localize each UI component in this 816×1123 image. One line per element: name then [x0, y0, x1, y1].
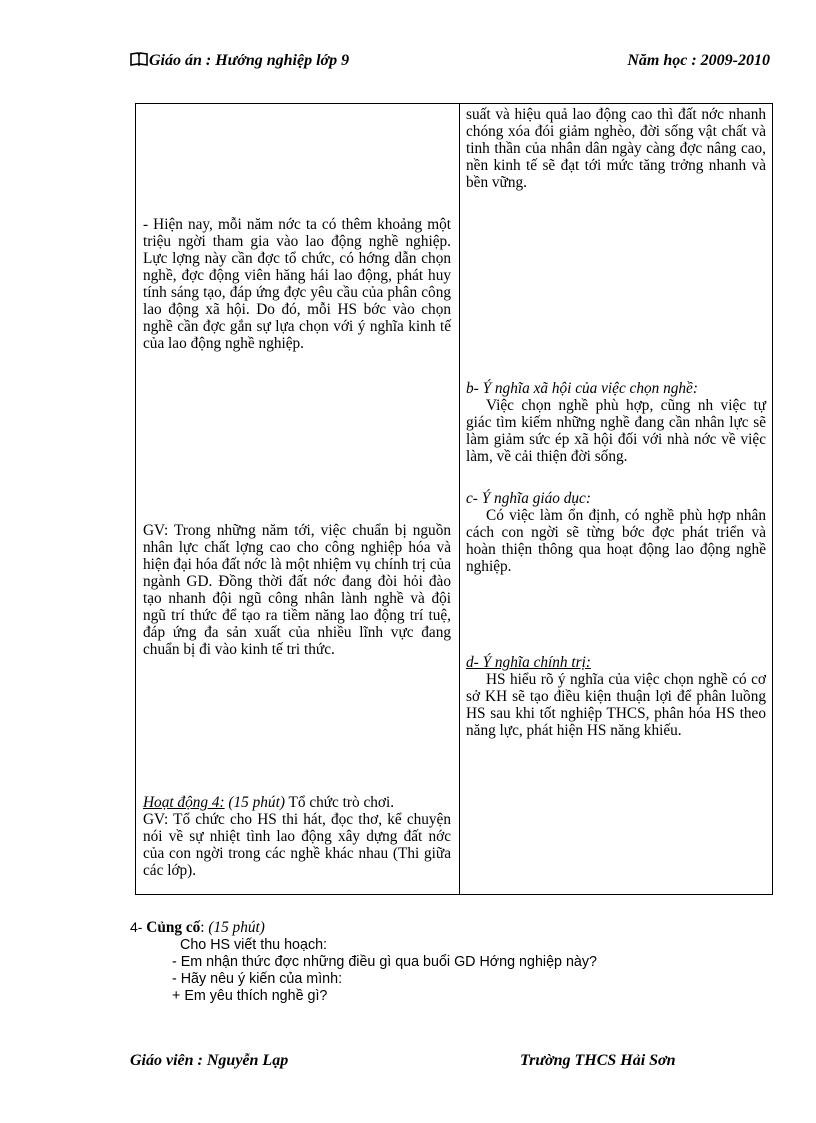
paragraph-b: Việc chọn nghề phù hợp, cũng nh việc tự giác tìm kiếm những nghề đang cần nhân lực sẽ làm giảm sức ép xã hội đối với nhà nớc về việc làm, về cải thiện đời sống. — [466, 397, 766, 465]
cungco-item: - Hãy nêu ý kiến của mình: — [172, 971, 343, 987]
cungco-intro: Cho HS viết thu hoạch: — [180, 937, 328, 953]
right-section-d — [466, 654, 766, 739]
activity-name: Tổ chức trò chơi. — [288, 794, 395, 811]
heading-d: d- Ý nghĩa chính trị: — [466, 654, 591, 671]
left-paragraph-2: GV: Trong những năm tới, việc chuẩn bị nguồn nhân lực chất lợng cao cho công nghiệp hóa và hiện đại hóa đất nớc là một nhiệm vụ chính trị của ngành GD. Đồng thời đất nớc đang đòi hỏi đào tạo nhanh đội ngũ công nhân lành nghề và đội ngũ trí thức để tạo ra tiềm năng lao động trí tuệ, đáp ứng đa sản xuất của nhiều lĩnh vực đang chuẩn bị đi vào kinh tế tri thức. — [143, 522, 451, 658]
header-school-year: Năm học : 2009-2010 — [627, 52, 770, 69]
right-section-b — [466, 380, 766, 465]
heading-b: b- Ý nghĩa xã hội của việc chọn nghề: — [466, 380, 698, 397]
paragraph-d: HS hiểu rõ ý nghĩa của việc chọn nghề có cơ sở KH sẽ tạo điều kiện thuận lợi để phân luồng HS sau khi tốt nghiệp THCS, phân hóa HS theo năng lực, phát hiện HS năng khiếu. — [466, 671, 766, 739]
cungco-heading: 4- Củng cố: (15 phút) — [130, 919, 265, 936]
page-header — [130, 52, 770, 78]
footer-teacher: Giáo viên : Nguyễn Lạp — [130, 1052, 289, 1069]
header-left — [130, 52, 349, 70]
header-title: Giáo án : Hướng nghiệp lớp 9 — [149, 52, 350, 69]
heading-c: c- Ý nghĩa giáo dục: — [466, 490, 591, 507]
cungco-time: (15 phút) — [208, 919, 265, 936]
activity-time: (15 phút) — [228, 794, 285, 811]
cungco-list — [172, 937, 597, 1005]
left-paragraph-1: - Hiện nay, mỗi năm nớc ta có thêm khoảng một triệu ngời tham gia vào lao động nghề nghiệp. Lực lợng này cần đợc tổ chức, có hớng dẫn chọn nghề, đợc động viên hăng hái lao động, phát huy tính sáng tạo, đáp ứng đợc yêu cầu của phân công lao động xã hội. Do đó, mỗi HS bớc vào chọn nghề cần đợc gắn sự lựa chọn với ý nghĩa kinh tế của lao động nghề nghiệp. — [143, 216, 451, 352]
left-paragraph-3: GV: Tổ chức cho HS thi hát, đọc thơ, kể chuyện nói về sự nhiệt tình lao động xây dựng đất nớc của con ngời trong các nghề khác nhau (Thi giữa các lớp). — [143, 811, 451, 879]
book-icon — [130, 52, 148, 66]
lesson-table — [135, 103, 773, 895]
activity-title: Hoạt động 4: — [143, 794, 225, 811]
cungco-title: Củng cố — [146, 919, 201, 936]
column-divider — [459, 104, 460, 894]
cungco-number: 4- — [130, 919, 143, 935]
paragraph-c: Có việc làm ổn định, có nghề phù hợp nhân cách con ngời sẽ từng bớc đợc phát triển và hoàn thiện thông qua hoạt động lao động nghề nghiệp. — [466, 507, 766, 575]
cungco-item: + Em yêu thích nghề gì? — [172, 988, 328, 1004]
right-section-c — [466, 490, 766, 575]
cungco-item: - Em nhận thức đợc những điều gì qua buổi GD Hớng nghiệp này? — [172, 954, 597, 970]
footer-school: Trường THCS Hải Sơn — [520, 1052, 676, 1069]
right-paragraph-1: suất và hiệu quả lao động cao thì đất nớc nhanh chóng xóa đói giảm nghèo, đời sống vật chất và tinh thần của nhân dân ngày càng đợc nâng cao, nền kinh tế sẽ đạt tới mức tăng trởng nhanh và bền vững. — [466, 106, 766, 191]
left-activity-block — [143, 794, 451, 879]
